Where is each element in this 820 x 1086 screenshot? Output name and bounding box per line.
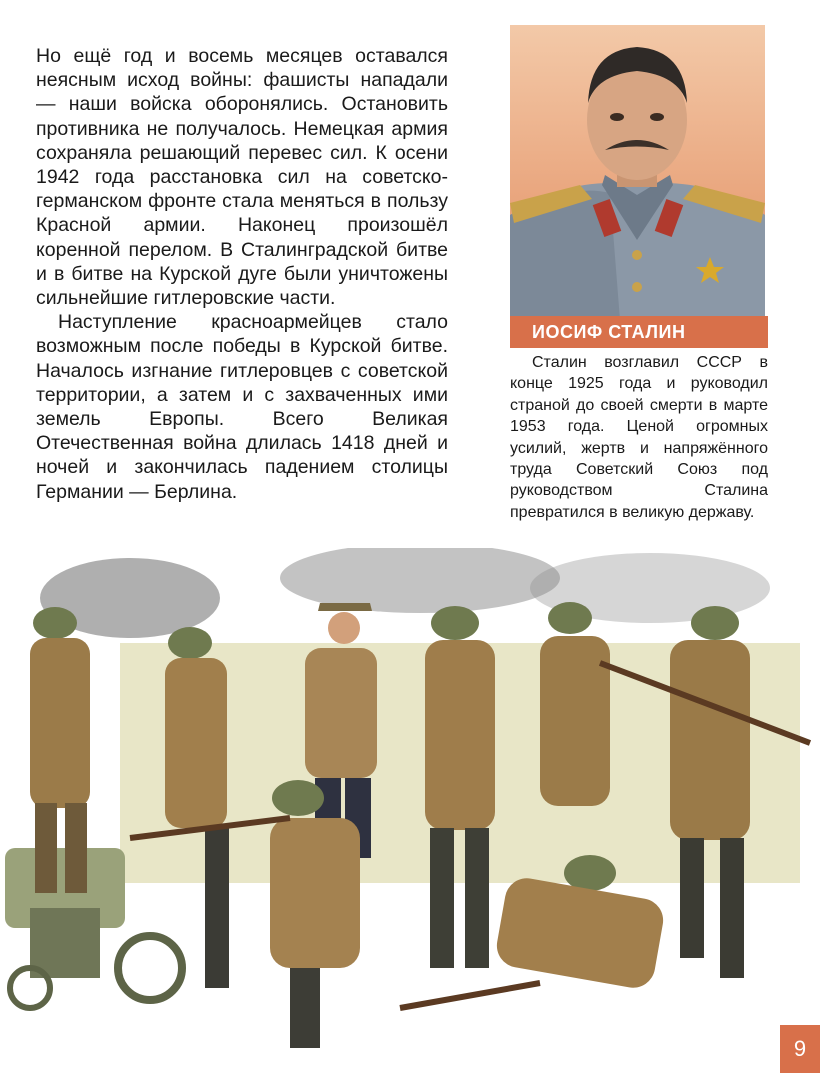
- caption-text: Сталин возглавил СССР в конце 1925 года и руководил страной до своей смерти в марте 1953 года. Ценой огромных усилий, жертв и напряжённого труда Советский Союз под руководством Сталина превратился в великую державу.: [510, 354, 768, 521]
- name-label: ИОСИФ СТАЛИН: [510, 316, 768, 348]
- portrait-caption: [510, 352, 768, 523]
- main-text-block: [36, 44, 448, 504]
- page-number: 9: [780, 1025, 820, 1073]
- paragraph-2: Наступление красноармейцев стало возможным после победы в Курской битве. Началось изгнание гитлеровцев с советской территории, а затем и с захваченных ими земель Европы. Всего Великая Отечественная война длилась 1418 дней и ночей и закончилась падением столицы Германии — Берлина.: [36, 311, 448, 503]
- soldiers-illustration: [0, 548, 820, 1081]
- stalin-portrait: [510, 25, 765, 320]
- battle-scene: [0, 548, 820, 1081]
- portrait-illustration: [510, 25, 765, 320]
- paragraph-1: Но ещё год и восемь месяцев оставался неясным исход войны: фашисты нападали — наши войска оборонялись. Остановить противника не получалось. Немецкая армия сохраняла решающий перевес сил. К осени 1942 года расстановка сил на советско-германском фронте стала меняться в пользу Красной армии. Наконец произошёл коренной перелом. В Сталинградской битве и в битве на Курской дуге были уничтожены сильнейшие гитлеровские части.: [36, 45, 448, 310]
